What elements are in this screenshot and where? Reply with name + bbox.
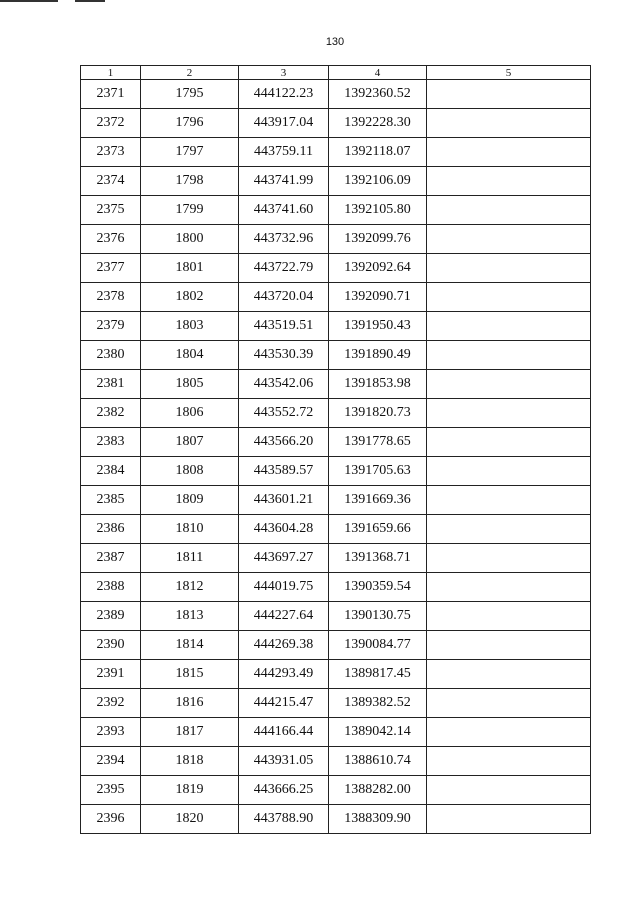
table-cell: 1391659.66 <box>329 515 427 544</box>
table-cell <box>427 167 591 196</box>
table-cell <box>427 283 591 312</box>
page-number: 130 <box>325 36 345 48</box>
table-row <box>81 486 591 515</box>
table-cell: 1812 <box>141 573 239 602</box>
table-cell: 1796 <box>141 109 239 138</box>
table-cell <box>427 109 591 138</box>
table-cell: 1806 <box>141 399 239 428</box>
table-row <box>81 428 591 457</box>
table-row <box>81 747 591 776</box>
table-cell: 1388282.00 <box>329 776 427 805</box>
table-cell: 444215.47 <box>239 689 329 718</box>
table-row <box>81 283 591 312</box>
table-cell: 2395 <box>81 776 141 805</box>
table-cell: 1392118.07 <box>329 138 427 167</box>
table-cell: 1390359.54 <box>329 573 427 602</box>
table-cell: 2383 <box>81 428 141 457</box>
table-cell: 2376 <box>81 225 141 254</box>
column-header: 1 <box>81 66 141 80</box>
table-cell: 1809 <box>141 486 239 515</box>
table-cell: 1389382.52 <box>329 689 427 718</box>
table-cell: 1813 <box>141 602 239 631</box>
table-cell: 2387 <box>81 544 141 573</box>
table-row <box>81 225 591 254</box>
table-cell: 443604.28 <box>239 515 329 544</box>
table-cell: 444293.49 <box>239 660 329 689</box>
table-cell: 443697.27 <box>239 544 329 573</box>
table-cell <box>427 399 591 428</box>
table-cell: 1805 <box>141 370 239 399</box>
table-cell: 2389 <box>81 602 141 631</box>
table-cell <box>427 312 591 341</box>
table-cell: 1816 <box>141 689 239 718</box>
scan-artifact-line <box>75 0 105 2</box>
table-cell: 1389042.14 <box>329 718 427 747</box>
table-cell: 1391669.36 <box>329 486 427 515</box>
table-cell <box>427 457 591 486</box>
table-row <box>81 370 591 399</box>
table-cell <box>427 631 591 660</box>
table-cell: 443722.79 <box>239 254 329 283</box>
table-cell: 1390084.77 <box>329 631 427 660</box>
table-cell: 1818 <box>141 747 239 776</box>
table-cell <box>427 573 591 602</box>
table-cell: 1391853.98 <box>329 370 427 399</box>
table-cell: 1392105.80 <box>329 196 427 225</box>
table-cell <box>427 370 591 399</box>
column-header: 2 <box>141 66 239 80</box>
table-cell <box>427 689 591 718</box>
table-cell: 443788.90 <box>239 805 329 834</box>
table-cell: 2375 <box>81 196 141 225</box>
table-cell: 1392099.76 <box>329 225 427 254</box>
table-cell: 1819 <box>141 776 239 805</box>
table-cell: 1811 <box>141 544 239 573</box>
table-row <box>81 515 591 544</box>
table-cell: 444166.44 <box>239 718 329 747</box>
table-cell: 1389817.45 <box>329 660 427 689</box>
table-cell: 443720.04 <box>239 283 329 312</box>
table-row <box>81 602 591 631</box>
table-cell: 1801 <box>141 254 239 283</box>
table-cell: 2372 <box>81 109 141 138</box>
table-cell: 1388309.90 <box>329 805 427 834</box>
table-cell <box>427 602 591 631</box>
column-header: 4 <box>329 66 427 80</box>
table-cell <box>427 428 591 457</box>
table-cell: 2385 <box>81 486 141 515</box>
table-cell: 1802 <box>141 283 239 312</box>
table-cell: 1795 <box>141 80 239 109</box>
table-cell: 1797 <box>141 138 239 167</box>
table-cell <box>427 805 591 834</box>
table-cell: 1798 <box>141 167 239 196</box>
table-row <box>81 805 591 834</box>
table-cell: 1392228.30 <box>329 109 427 138</box>
table-cell: 444019.75 <box>239 573 329 602</box>
table-cell: 443566.20 <box>239 428 329 457</box>
table-row <box>81 196 591 225</box>
table-row <box>81 80 591 109</box>
table-cell: 1820 <box>141 805 239 834</box>
coordinates-table <box>80 65 591 834</box>
scan-artifact-line <box>0 0 58 2</box>
table-cell: 1817 <box>141 718 239 747</box>
table-cell: 1807 <box>141 428 239 457</box>
table-cell: 443917.04 <box>239 109 329 138</box>
table-cell: 2391 <box>81 660 141 689</box>
table-cell: 2374 <box>81 167 141 196</box>
table-cell: 443759.11 <box>239 138 329 167</box>
table-cell <box>427 341 591 370</box>
table-cell: 1814 <box>141 631 239 660</box>
table-cell: 2379 <box>81 312 141 341</box>
table-cell <box>427 254 591 283</box>
table-cell <box>427 660 591 689</box>
table-cell: 1392092.64 <box>329 254 427 283</box>
table-cell: 443931.05 <box>239 747 329 776</box>
table-cell: 1800 <box>141 225 239 254</box>
table-cell: 443542.06 <box>239 370 329 399</box>
table-cell: 1815 <box>141 660 239 689</box>
table-cell <box>427 196 591 225</box>
table-row <box>81 573 591 602</box>
table-cell: 1392106.09 <box>329 167 427 196</box>
table-cell: 1391705.63 <box>329 457 427 486</box>
table-row <box>81 718 591 747</box>
table-row <box>81 138 591 167</box>
table-cell: 1391778.65 <box>329 428 427 457</box>
table-cell: 1391820.73 <box>329 399 427 428</box>
table-cell <box>427 544 591 573</box>
table-cell: 2390 <box>81 631 141 660</box>
table-row <box>81 109 591 138</box>
table-cell: 444269.38 <box>239 631 329 660</box>
table-body <box>81 80 591 834</box>
table-cell: 443601.21 <box>239 486 329 515</box>
table-cell: 2371 <box>81 80 141 109</box>
table-cell: 2393 <box>81 718 141 747</box>
table-cell: 2394 <box>81 747 141 776</box>
table-cell: 1803 <box>141 312 239 341</box>
table-row <box>81 457 591 486</box>
table-cell: 2382 <box>81 399 141 428</box>
table-cell: 2377 <box>81 254 141 283</box>
column-header: 3 <box>239 66 329 80</box>
table-cell <box>427 138 591 167</box>
table-cell: 2396 <box>81 805 141 834</box>
table-header-row <box>81 66 591 80</box>
table-cell: 1388610.74 <box>329 747 427 776</box>
table-cell <box>427 515 591 544</box>
table-cell: 443530.39 <box>239 341 329 370</box>
table-row <box>81 660 591 689</box>
table-cell: 1392090.71 <box>329 283 427 312</box>
table-cell <box>427 225 591 254</box>
table-cell: 443666.25 <box>239 776 329 805</box>
table-cell: 1391890.49 <box>329 341 427 370</box>
table-cell: 1808 <box>141 457 239 486</box>
table-cell: 2380 <box>81 341 141 370</box>
table-row <box>81 544 591 573</box>
table-cell: 1804 <box>141 341 239 370</box>
table-cell: 2392 <box>81 689 141 718</box>
table-cell: 1390130.75 <box>329 602 427 631</box>
table-cell: 1391950.43 <box>329 312 427 341</box>
table-row <box>81 631 591 660</box>
table-cell: 2384 <box>81 457 141 486</box>
table-cell: 1392360.52 <box>329 80 427 109</box>
table-cell: 2373 <box>81 138 141 167</box>
table-row <box>81 312 591 341</box>
table-cell: 443741.60 <box>239 196 329 225</box>
table-row <box>81 689 591 718</box>
table-cell <box>427 747 591 776</box>
column-header: 5 <box>427 66 591 80</box>
table-cell: 1810 <box>141 515 239 544</box>
table-cell: 443741.99 <box>239 167 329 196</box>
table-cell: 443519.51 <box>239 312 329 341</box>
table-cell: 2388 <box>81 573 141 602</box>
table-cell <box>427 776 591 805</box>
table-row <box>81 341 591 370</box>
table-cell: 444227.64 <box>239 602 329 631</box>
table-cell: 443552.72 <box>239 399 329 428</box>
table-cell: 443732.96 <box>239 225 329 254</box>
table-cell: 2378 <box>81 283 141 312</box>
table-cell: 1799 <box>141 196 239 225</box>
table-cell <box>427 486 591 515</box>
table-cell: 2381 <box>81 370 141 399</box>
table-cell <box>427 718 591 747</box>
table-cell: 2386 <box>81 515 141 544</box>
table-row <box>81 167 591 196</box>
table-row <box>81 254 591 283</box>
table-row <box>81 399 591 428</box>
table-cell: 1391368.71 <box>329 544 427 573</box>
table-cell: 444122.23 <box>239 80 329 109</box>
table-row <box>81 776 591 805</box>
table-cell <box>427 80 591 109</box>
table-cell: 443589.57 <box>239 457 329 486</box>
